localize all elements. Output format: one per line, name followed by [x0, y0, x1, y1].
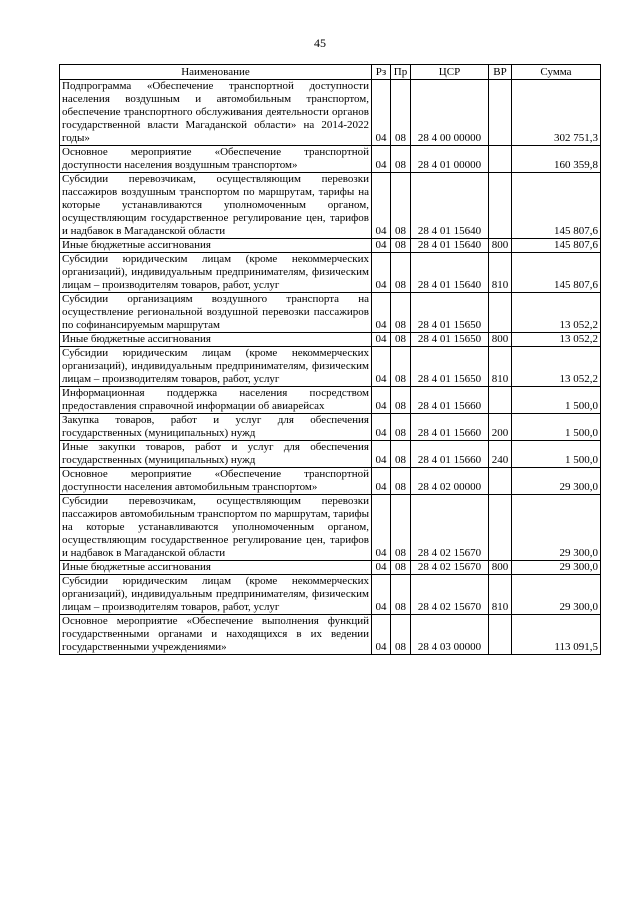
row-csr: 28 4 02 00000 — [411, 468, 489, 495]
row-rz: 04 — [372, 575, 391, 615]
row-rz: 04 — [372, 239, 391, 253]
row-sum: 160 359,8 — [512, 146, 601, 173]
table-row — [60, 146, 601, 173]
row-sum: 29 300,0 — [512, 468, 601, 495]
row-pr: 08 — [391, 146, 411, 173]
row-vr: 810 — [489, 253, 512, 293]
row-rz: 04 — [372, 495, 391, 561]
row-name: Закупка товаров, работ и услуг для обеспечения государственных (муниципальных) нужд — [60, 414, 372, 441]
row-sum: 13 052,2 — [512, 347, 601, 387]
row-rz: 04 — [372, 333, 391, 347]
row-pr: 08 — [391, 615, 411, 655]
row-vr: 800 — [489, 239, 512, 253]
row-rz: 04 — [372, 468, 391, 495]
table-row — [60, 173, 601, 239]
table-row — [60, 414, 601, 441]
row-csr: 28 4 01 15660 — [411, 414, 489, 441]
table-row — [60, 615, 601, 655]
row-csr: 28 4 02 15670 — [411, 575, 489, 615]
page-number: 45 — [314, 36, 326, 50]
row-csr: 28 4 01 15650 — [411, 293, 489, 333]
row-sum: 29 300,0 — [512, 561, 601, 575]
row-pr: 08 — [391, 253, 411, 293]
row-rz: 04 — [372, 441, 391, 468]
row-sum: 145 807,6 — [512, 253, 601, 293]
row-rz: 04 — [372, 173, 391, 239]
row-csr: 28 4 01 15650 — [411, 347, 489, 387]
table-row — [60, 347, 601, 387]
table-row — [60, 575, 601, 615]
row-sum: 29 300,0 — [512, 575, 601, 615]
row-rz: 04 — [372, 414, 391, 441]
table-row — [60, 441, 601, 468]
header-csr: ЦСР — [411, 65, 489, 80]
table-row — [60, 80, 601, 146]
row-csr: 28 4 03 00000 — [411, 615, 489, 655]
row-vr: 200 — [489, 414, 512, 441]
row-vr — [489, 495, 512, 561]
row-name: Субсидии перевозчикам, осуществляющим перевозки пассажиров автомобильным транспортом по маршрутам, тарифы на которые устанавливаются уполномоченным органом, осуществляющим государственное регулирование цен, тарифов и надбавок в Магаданской области — [60, 495, 372, 561]
row-vr: 810 — [489, 347, 512, 387]
row-sum: 1 500,0 — [512, 441, 601, 468]
row-vr — [489, 387, 512, 414]
table-row — [60, 253, 601, 293]
row-rz: 04 — [372, 146, 391, 173]
row-pr: 08 — [391, 387, 411, 414]
row-pr: 08 — [391, 293, 411, 333]
row-vr — [489, 293, 512, 333]
row-csr: 28 4 01 15640 — [411, 239, 489, 253]
table-row — [60, 293, 601, 333]
header-name: Наименование — [60, 65, 372, 80]
row-rz: 04 — [372, 293, 391, 333]
row-vr — [489, 615, 512, 655]
row-sum: 302 751,3 — [512, 80, 601, 146]
row-rz: 04 — [372, 387, 391, 414]
row-vr — [489, 80, 512, 146]
row-csr: 28 4 01 15640 — [411, 173, 489, 239]
header-rz: Рз — [372, 65, 391, 80]
row-csr: 28 4 02 15670 — [411, 495, 489, 561]
row-name: Иные бюджетные ассигнования — [60, 239, 372, 253]
row-name: Иные бюджетные ассигнования — [60, 333, 372, 347]
row-pr: 08 — [391, 468, 411, 495]
row-pr: 08 — [391, 80, 411, 146]
table-row — [60, 387, 601, 414]
row-sum: 113 091,5 — [512, 615, 601, 655]
header-sum: Сумма — [512, 65, 601, 80]
row-pr: 08 — [391, 575, 411, 615]
table-row — [60, 333, 601, 347]
row-rz: 04 — [372, 347, 391, 387]
row-pr: 08 — [391, 495, 411, 561]
row-pr: 08 — [391, 239, 411, 253]
row-name: Иные закупки товаров, работ и услуг для обеспечения государственных (муниципальных) нужд — [60, 441, 372, 468]
row-name: Основное мероприятие «Обеспечение выполнения функций государственными органами и находящихся в их ведении государственными учреждениями» — [60, 615, 372, 655]
table-header-row — [60, 65, 601, 80]
row-vr — [489, 146, 512, 173]
table-row — [60, 239, 601, 253]
row-sum: 145 807,6 — [512, 173, 601, 239]
row-vr: 800 — [489, 333, 512, 347]
row-name: Субсидии организациям воздушного транспорта на осуществление региональной воздушной перевозки пассажиров по софинансируемым маршрутам — [60, 293, 372, 333]
row-pr: 08 — [391, 173, 411, 239]
row-name: Субсидии юридическим лицам (кроме некоммерческих организаций), индивидуальным предпринимателям, физическим лицам – производителям товаров, работ, услуг — [60, 253, 372, 293]
row-csr: 28 4 00 00000 — [411, 80, 489, 146]
row-csr: 28 4 01 00000 — [411, 146, 489, 173]
table-row — [60, 468, 601, 495]
row-sum: 145 807,6 — [512, 239, 601, 253]
row-csr: 28 4 01 15660 — [411, 441, 489, 468]
row-rz: 04 — [372, 80, 391, 146]
row-csr: 28 4 01 15640 — [411, 253, 489, 293]
row-vr: 240 — [489, 441, 512, 468]
row-vr: 800 — [489, 561, 512, 575]
budget-table — [59, 64, 601, 655]
table-row — [60, 495, 601, 561]
row-vr: 810 — [489, 575, 512, 615]
row-name: Субсидии юридическим лицам (кроме некоммерческих организаций), индивидуальным предпринимателям, физическим лицам – производителям товаров, работ, услуг — [60, 347, 372, 387]
row-sum: 1 500,0 — [512, 387, 601, 414]
row-rz: 04 — [372, 615, 391, 655]
row-name: Субсидии юридическим лицам (кроме некоммерческих организаций), индивидуальным предпринимателям, физическим лицам – производителям товаров, работ, услуг — [60, 575, 372, 615]
row-vr — [489, 173, 512, 239]
row-name: Субсидии перевозчикам, осуществляющим перевозки пассажиров воздушным транспортом по маршрутам, тарифы на которые устанавливаются уполномоченным органом, осуществляющим государственное регулирование цен, тарифов и надбавок в Магаданской области — [60, 173, 372, 239]
row-name: Информационная поддержка населения посредством предоставления справочной информации об авиарейсах — [60, 387, 372, 414]
row-name: Иные бюджетные ассигнования — [60, 561, 372, 575]
row-name: Основное мероприятие «Обеспечение транспортной доступности населения автомобильным транспортом» — [60, 468, 372, 495]
row-csr: 28 4 01 15660 — [411, 387, 489, 414]
row-pr: 08 — [391, 414, 411, 441]
row-sum: 1 500,0 — [512, 414, 601, 441]
row-sum: 13 052,2 — [512, 293, 601, 333]
table-row — [60, 561, 601, 575]
header-vr: ВР — [489, 65, 512, 80]
header-pr: Пр — [391, 65, 411, 80]
row-sum: 13 052,2 — [512, 333, 601, 347]
row-rz: 04 — [372, 253, 391, 293]
row-name: Основное мероприятие «Обеспечение транспортной доступности населения воздушным транспортом» — [60, 146, 372, 173]
row-csr: 28 4 01 15650 — [411, 333, 489, 347]
row-vr — [489, 468, 512, 495]
row-pr: 08 — [391, 333, 411, 347]
row-pr: 08 — [391, 441, 411, 468]
row-rz: 04 — [372, 561, 391, 575]
row-pr: 08 — [391, 561, 411, 575]
row-pr: 08 — [391, 347, 411, 387]
row-name: Подпрограмма «Обеспечение транспортной доступности населения воздушным и автомобильным транспортом, обеспечение транспортного обслуживания деятельности органов государственной власти Магаданской области» на 2014-2022 годы» — [60, 80, 372, 146]
row-csr: 28 4 02 15670 — [411, 561, 489, 575]
row-sum: 29 300,0 — [512, 495, 601, 561]
